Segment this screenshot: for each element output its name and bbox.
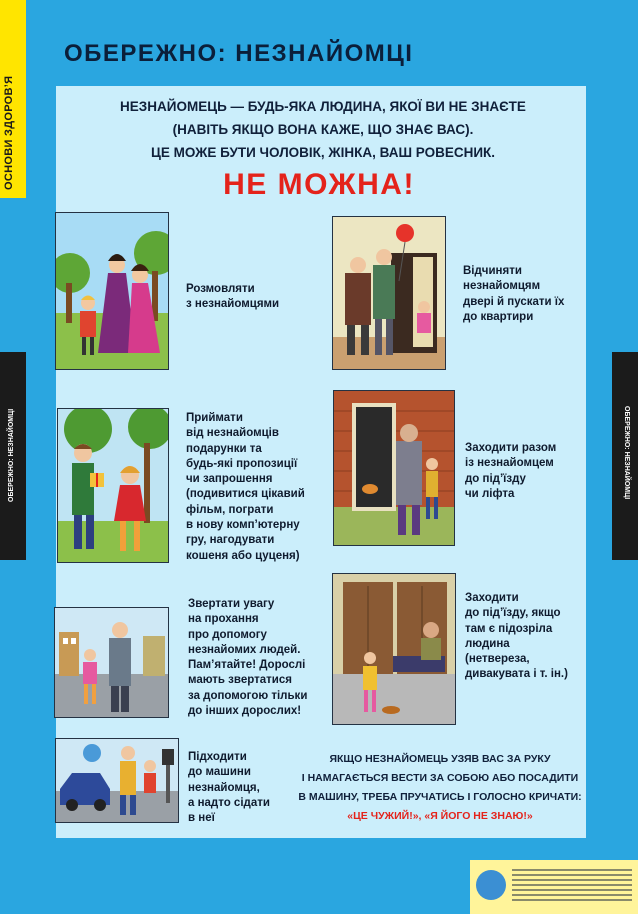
caption-suspicious-person: Заходити до під’їзду, якщо там є підозріла людина (нетвереза, дивакувата і т. ін.) xyxy=(465,592,568,681)
illustration-gifts xyxy=(57,408,169,563)
forbidden-heading: НЕ МОЖНА! xyxy=(223,168,415,201)
imprint-text-block xyxy=(512,866,632,904)
publisher-logo-icon xyxy=(476,870,506,900)
advice-text xyxy=(290,750,590,826)
intro-text xyxy=(90,95,556,164)
illustration-car xyxy=(55,738,179,823)
illustration-open-door xyxy=(332,216,446,370)
advice-line: ЯКЩО НЕЗНАЙОМЕЦЬ УЗЯВ ВАС ЗА РУКУ xyxy=(329,753,551,765)
intro-line: НЕЗНАЙОМЕЦЬ — БУДЬ-ЯКА ЛЮДИНА, ЯКОЇ ВИ НЕ ЗНАЄТЕ xyxy=(120,99,526,114)
right-edge-label: ОБЕРЕЖНО: НЕЗНАЙОМЦІ xyxy=(623,406,630,500)
illustration-entrance xyxy=(333,390,455,546)
right-edge-tab xyxy=(612,352,638,560)
poster-title: ОБЕРЕЖНО: НЕЗНАЙОМЦІ xyxy=(64,40,414,67)
left-edge-label: ОБЕРЕЖНО: НЕЗНАЙОМЦІ xyxy=(8,408,15,502)
intro-line: (НАВІТЬ ЯКЩО ВОНА КАЖЕ, ЩО ЗНАЄ ВАС). xyxy=(172,122,474,137)
subject-label: ОСНОВИ ЗДОРОВ’Я xyxy=(3,75,15,190)
advice-shout: «ЦЕ ЧУЖИЙ!», «Я ЙОГО НЕ ЗНАЮ!» xyxy=(347,810,533,822)
left-edge-tab xyxy=(0,352,26,560)
intro-line: ЦЕ МОЖЕ БУТИ ЧОЛОВІК, ЖІНКА, ВАШ РОВЕСНИК. xyxy=(150,145,496,160)
caption-strangers-talk: Розмовляти з незнайомцями xyxy=(186,283,280,311)
advice-line: В МАШИНУ, ТРЕБА ПРУЧАТИСЬ І ГОЛОСНО КРИЧАТИ: xyxy=(298,791,582,803)
caption-entrance: Заходити разом із незнайомцем до під’їзду чи ліфта xyxy=(465,442,557,500)
illustration-help-request xyxy=(54,607,169,718)
caption-help-request: Звертати увагу на прохання про допомогу незнайомих людей. Пам’ятайте! Дорослі мають звертатися за допомогою тільки до інших дорослих! xyxy=(188,598,308,718)
illustration-suspicious-person xyxy=(332,573,456,725)
publisher-imprint xyxy=(470,860,638,914)
advice-line: І НАМАГАЄТЬСЯ ВЕСТИ ЗА СОБОЮ АБО ПОСАДИТИ xyxy=(301,772,579,784)
caption-gifts: Приймати від незнайомців подарунки та будь-які пропозиції чи запрошення (подивитися цікавий фільм, пограти в нову комп’ютерну гру, нагодувати кошеня або цуценя) xyxy=(186,412,305,562)
caption-open-door: Відчиняти незнайомцям двері й пускати їх до квартири xyxy=(463,265,565,323)
illustration-strangers-talk xyxy=(55,212,169,370)
caption-car: Підходити до машини незнайомця, а надто сідати в неї xyxy=(188,751,270,825)
